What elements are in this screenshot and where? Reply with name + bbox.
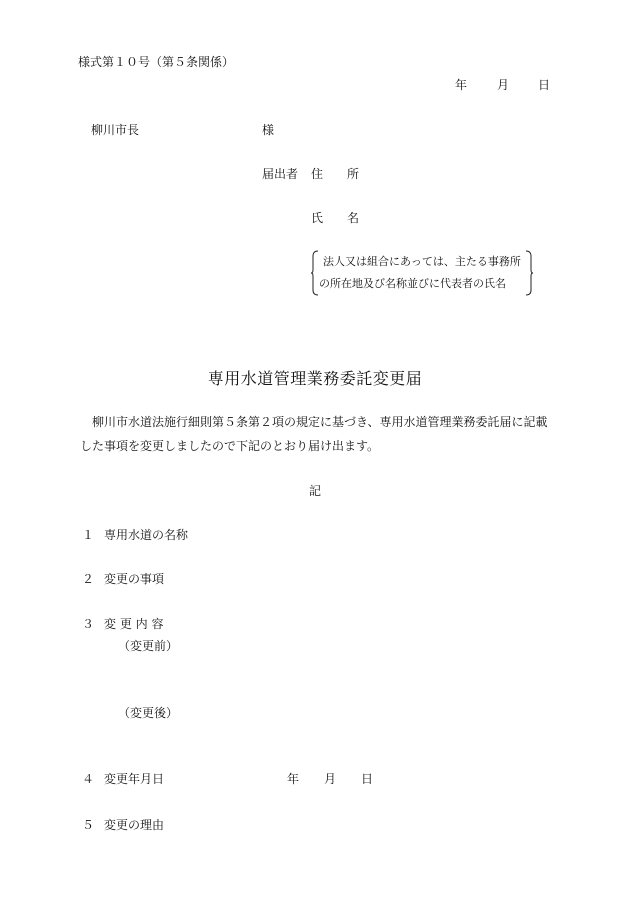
item-number: １: [82, 528, 95, 542]
body-text: 柳川市水道法施行細則第５条第２項の規定に基づき、専用水道管理業務委託届に記載した事項を変更しましたので下記のとおり届け出ます。: [80, 415, 548, 453]
change-date-year: 年: [287, 772, 300, 786]
ki-heading: 記: [308, 484, 321, 498]
change-after-label: （変更後）: [118, 706, 179, 720]
change-before-label: （変更前）: [118, 639, 179, 653]
note-line-1: 法人又は組合にあっては、主たる事務所: [323, 255, 521, 268]
date-month-label: 月: [497, 78, 510, 92]
item-label-change-matter: 変更の事項: [104, 572, 165, 586]
addressee-honorific: 様: [262, 123, 275, 137]
addressee-name: 柳川市長: [91, 123, 140, 137]
item-label-water-name: 専用水道の名称: [104, 528, 189, 542]
address-label: 住 所: [311, 167, 360, 181]
item-number: ４: [82, 772, 95, 786]
item-label-change-reason: 変更の理由: [104, 818, 165, 832]
name-label: 氏 名: [311, 211, 360, 225]
corporate-note: [311, 250, 533, 296]
item-number: ５: [82, 818, 95, 832]
change-date-month: 月: [324, 772, 337, 786]
note-line-2: の所在地及び名称並びに代表者の氏名: [319, 277, 506, 290]
change-date-day: 日: [361, 772, 374, 786]
date-day-label: 日: [538, 78, 551, 92]
form-number: 様式第１０号（第５条関係）: [78, 55, 235, 69]
item-number: ２: [82, 572, 95, 586]
item-number: ３: [82, 617, 95, 631]
item-label-change-date: 変更年月日: [104, 772, 165, 786]
date-year-label: 年: [455, 78, 468, 92]
applicant-role: 届出者: [262, 167, 299, 181]
document-title: 専用水道管理業務委託変更届: [207, 369, 423, 388]
item-label-change-content: 変 更 内 容: [104, 617, 164, 631]
